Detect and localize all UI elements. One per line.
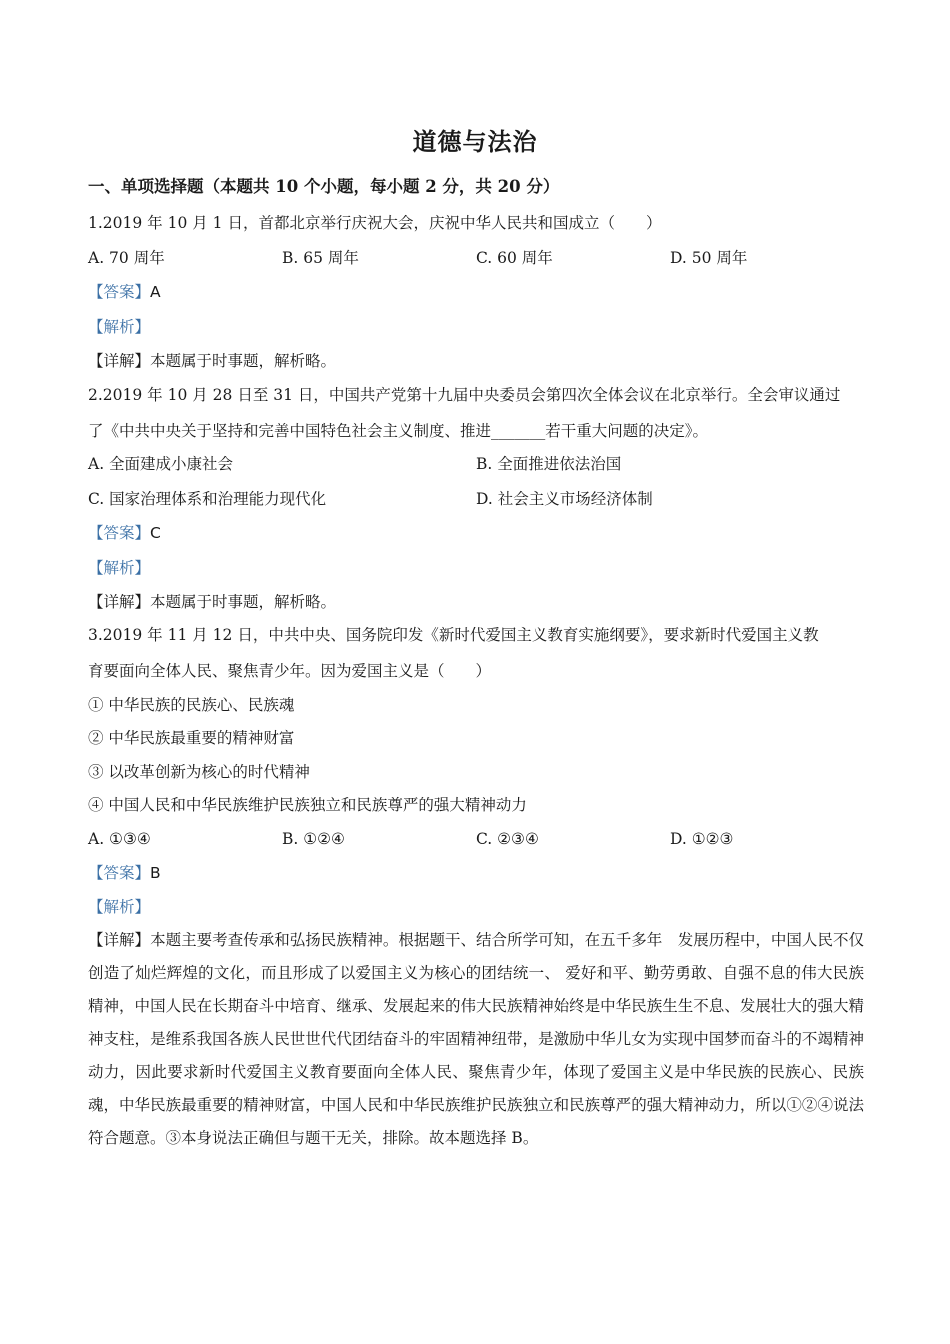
answer-tag: 【答案】: [88, 524, 151, 542]
q1-analysis-tag: 【解析】: [88, 318, 151, 336]
detail-text: 本题属于时事题，解析略。: [150, 352, 337, 370]
q3-statement-4: ④ 中国人民和中华民族维护民族独立和民族尊严的强大精神动力: [88, 796, 527, 814]
question-3-stem-line2: 育要面向全体人民、聚焦青少年。因为爱国主义是（ ）: [88, 662, 492, 680]
detail-text: 本题主要考查传承和弘扬民族精神。根据题干、结合所学可知，在五千多年 发展历程中，中国人民不仅创造了灿烂辉煌的文化，而且形成了以爱国主义为核心的团结统一、 爱好和平、勤劳勇敢、自强不息的伟大民族精神，中国人民在长期奋斗中培育、继承、发展起来的伟大民族精神始终是中华民族生生不息、发展壮大的强大精神支柱，是维系我国各族人民世世代代团结奋斗的牢固精神纽带，是激励中华儿女为实现中国梦而奋斗的不竭精神动力，因此要求新时代爱国主义教育要面向全体人民、聚焦青少年，体现了爱国主义是中华民族的民族心、民族魂，中华民族最重要的精神财富，中国人民和中华民族维护民族独立和民族尊严的强大精神动力，所以①②④说法符合题意。③本身说法正确但与题干无关，排除。故本题选择 B。: [88, 931, 864, 1147]
q3-analysis-tag: 【解析】: [88, 898, 151, 916]
detail-text: 本题属于时事题，解析略。: [150, 593, 337, 611]
q1-option-b: B. 65 周年: [282, 249, 359, 267]
q1-answer: [88, 281, 862, 303]
answer-value: C: [150, 524, 161, 542]
question-2-stem-line1: 2.2019 年 10 月 28 日至 31 日，中国共产党第十九届中央委员会第四次全体会议在北京举行。全会审议通过: [88, 386, 841, 404]
q2-option-b: B. 全面推进依法治国: [476, 455, 622, 473]
detail-tag: 【详解】: [88, 931, 151, 949]
answer-value: A: [150, 283, 161, 301]
q2-answer: [88, 522, 862, 544]
q3-option-d: D. ①②③: [670, 830, 734, 848]
q3-option-a: A. ①③④: [88, 830, 151, 848]
q3-option-c: C. ②③④: [476, 830, 539, 848]
q2-analysis-tag: 【解析】: [88, 559, 151, 577]
q2-option-d: D. 社会主义市场经济体制: [476, 490, 653, 508]
answer-tag: 【答案】: [88, 864, 151, 882]
question-3-stem-line1: 3.2019 年 11 月 12 日，中共中央、国务院印发《新时代爱国主义教育实施纲要》，要求新时代爱国主义教: [88, 626, 819, 644]
detail-tag: 【详解】: [88, 352, 151, 370]
q3-option-b: B. ①②④: [282, 830, 345, 848]
answer-value: B: [150, 864, 161, 882]
q1-option-d: D. 50 周年: [670, 249, 748, 267]
q1-option-a: A. 70 周年: [88, 249, 165, 267]
section-heading: 一、单项选择题（本题共 10 个小题，每小题 2 分，共 20 分）: [88, 177, 560, 196]
q2-option-c: C. 国家治理体系和治理能力现代化: [88, 490, 327, 508]
q3-answer: [88, 862, 862, 884]
q2-detail: [88, 591, 862, 613]
detail-tag: 【详解】: [88, 593, 151, 611]
q3-statement-2: ② 中华民族最重要的精神财富: [88, 729, 295, 747]
question-2-stem-line2: 了《中共中央关于坚持和完善中国特色社会主义制度、推进_______若干重大问题的决定》。: [88, 422, 709, 440]
page-title: 道德与法治: [412, 127, 538, 156]
q2-option-a: A. 全面建成小康社会: [88, 455, 234, 473]
q1-option-c: C. 60 周年: [476, 249, 553, 267]
q3-statement-3: ③ 以改革创新为核心的时代精神: [88, 763, 310, 781]
q3-statement-1: ① 中华民族的民族心、民族魂: [88, 696, 295, 714]
question-1-stem: 1.2019 年 10 月 1 日，首都北京举行庆祝大会，庆祝中华人民共和国成立（ ）: [88, 214, 662, 232]
answer-tag: 【答案】: [88, 283, 151, 301]
q3-detail: [88, 924, 864, 1155]
q1-detail: [88, 350, 862, 372]
